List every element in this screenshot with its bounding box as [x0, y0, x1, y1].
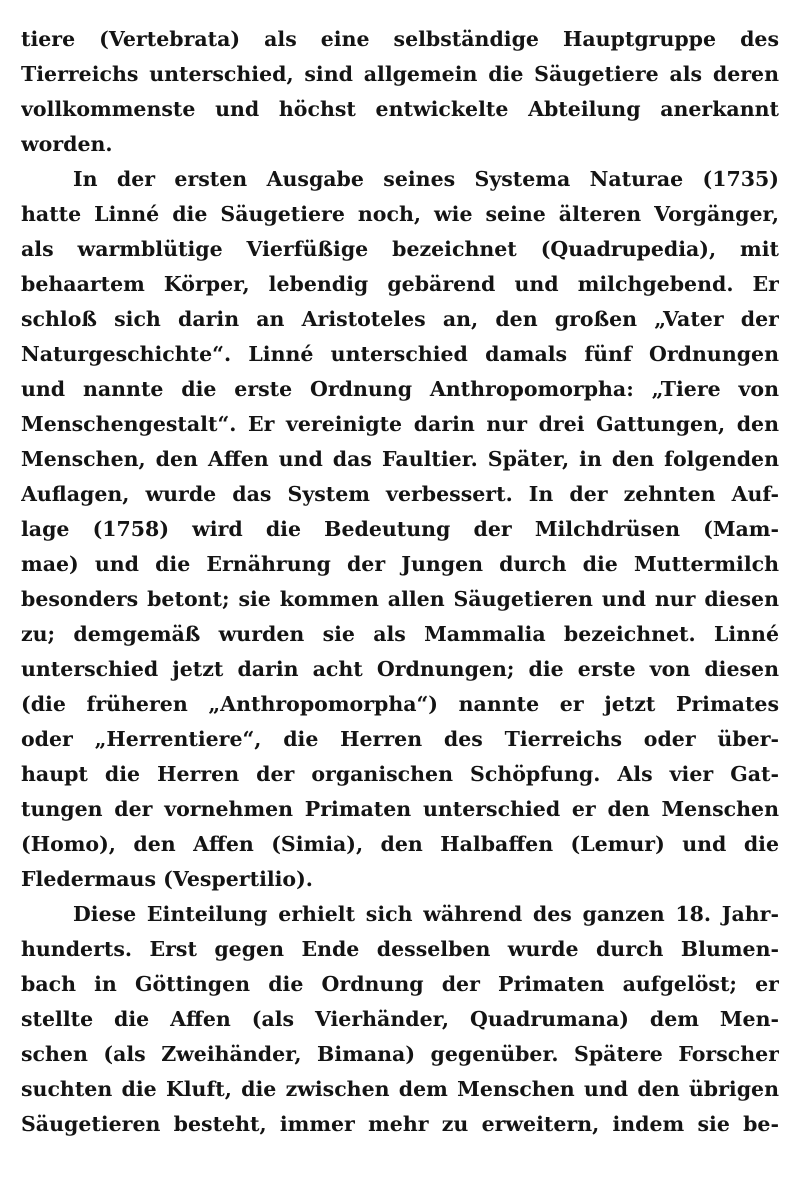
text-line: suchten die Kluft, die zwischen dem Menschen und den übrigen [21, 1077, 779, 1101]
text-line: Menschen, den Affen und das Faultier. Später, in den folgenden [21, 447, 779, 471]
book-page [21, 22, 779, 1142]
text-line: vollkommenste und höchst entwickelte Abteilung anerkannt [21, 97, 779, 121]
text-line: Auflagen, wurde das System verbessert. In der zehnten Auf- [21, 482, 779, 506]
text-line: In der ersten Ausgabe seines Systema Naturae (1735) [73, 167, 779, 191]
text-line: schen (als Zweihänder, Bimana) gegenüber. Spätere Forscher [21, 1042, 779, 1066]
text-line: besonders betont; sie kommen allen Säugetieren und nur diesen [21, 587, 779, 611]
text-line: Tierreichs unterschied, sind allgemein die Säugetiere als deren [21, 62, 779, 86]
text-line: (die früheren „Anthropomorpha“) nannte er jetzt Primates [21, 692, 779, 716]
text-line: oder „Herrentiere“, die Herren des Tierreichs oder über- [21, 727, 779, 751]
text-line: tungen der vornehmen Primaten unterschied er den Menschen [21, 797, 779, 821]
text-line: Menschengestalt“. Er vereinigte darin nur drei Gattungen, den [21, 412, 779, 436]
text-line: stellte die Affen (als Vierhänder, Quadrumana) dem Men- [21, 1007, 779, 1031]
text-line: hatte Linné die Säugetiere noch, wie seine älteren Vorgänger, [21, 202, 779, 226]
text-line: haupt die Herren der organischen Schöpfung. Als vier Gat- [21, 762, 779, 786]
text-line: als warmblütige Vierfüßige bezeichnet (Quadrupedia), mit [21, 237, 779, 261]
text-line: zu; demgemäß wurden sie als Mammalia bezeichnet. Linné [21, 622, 779, 646]
text-line: Diese Einteilung erhielt sich während des ganzen 18. Jahr- [73, 902, 779, 926]
text-line: Naturgeschichte“. Linné unterschied damals fünf Ordnungen [21, 342, 779, 366]
text-line: tiere (Vertebrata) als eine selbständige Hauptgruppe des [21, 27, 779, 51]
text-line: lage (1758) wird die Bedeutung der Milchdrüsen (Mam- [21, 517, 779, 541]
text-line: mae) und die Ernährung der Jungen durch die Muttermilch [21, 552, 779, 576]
text-line: worden. [21, 132, 113, 156]
text-line: Fledermaus (Vespertilio). [21, 867, 313, 891]
text-line: behaartem Körper, lebendig gebärend und milchgebend. Er [21, 272, 779, 296]
text-line: hunderts. Erst gegen Ende desselben wurde durch Blumen- [21, 937, 779, 961]
text-line: (Homo), den Affen (Simia), den Halbaffen (Lemur) und die [21, 832, 779, 856]
text-line: schloß sich darin an Aristoteles an, den großen „Vater der [21, 307, 779, 331]
text-line: unterschied jetzt darin acht Ordnungen; die erste von diesen [21, 657, 779, 681]
text-line: Säugetieren besteht, immer mehr zu erweitern, indem sie be- [21, 1112, 779, 1136]
text-line: und nannte die erste Ordnung Anthropomorpha: „Tiere von [21, 377, 779, 401]
text-line: bach in Göttingen die Ordnung der Primaten aufgelöst; er [21, 972, 779, 996]
